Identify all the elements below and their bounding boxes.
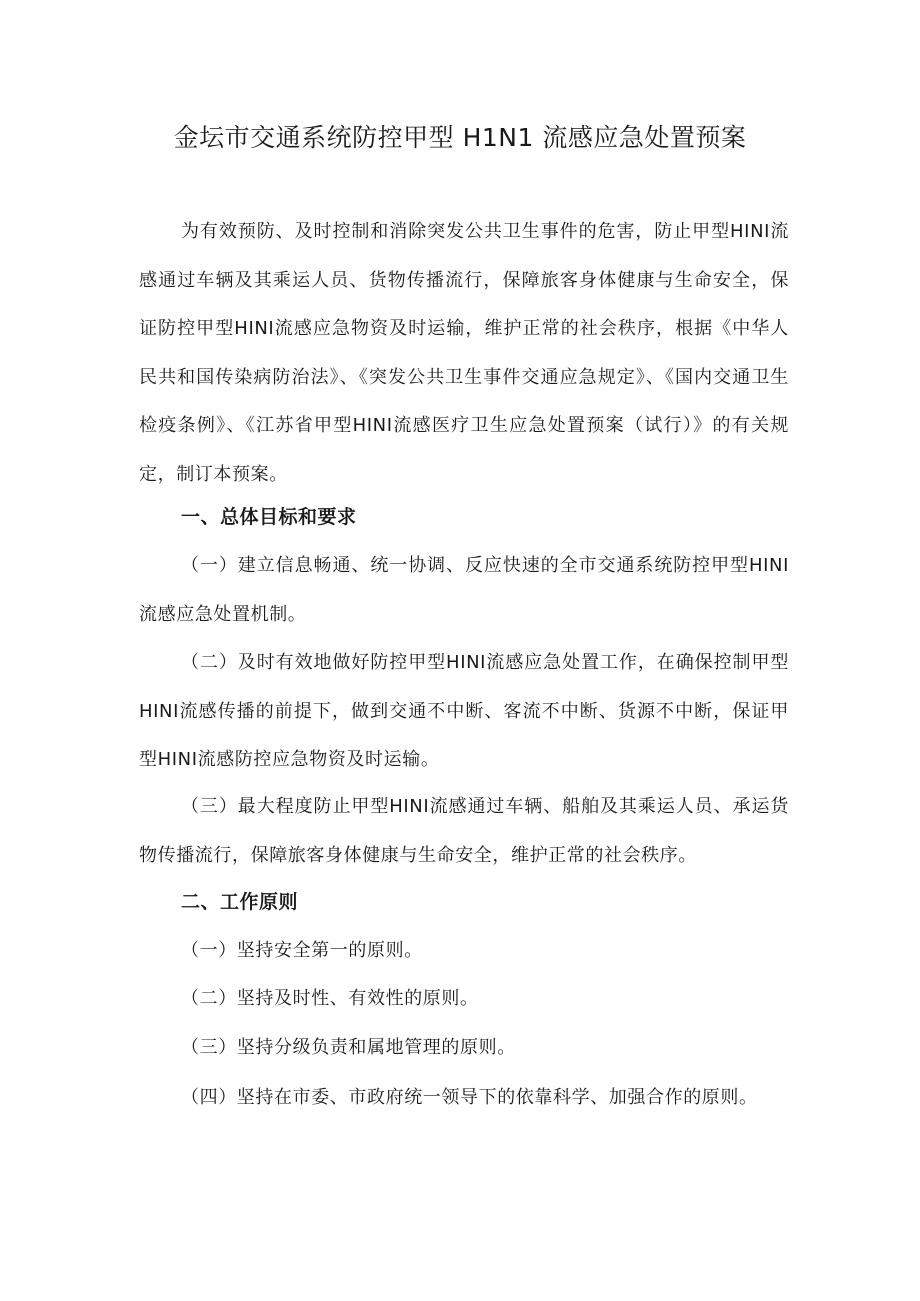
- section2-item-4: （四）坚持在市委、市政府统一领导下的依靠科学、加强合作的原则。: [181, 1087, 758, 1108]
- section2-heading: 二、工作原则: [181, 891, 299, 913]
- document-title: 金坛市交通系统防控甲型 H1N1 流感应急处置预案: [173, 123, 747, 152]
- section1-item-2: （二）及时有效地做好防控甲型HINI流感应急处置工作，在确保控制甲型HINI流感传播的前提下，做到交通不中断、客流不中断、货源不中断，保证甲型HINI流感防控应急物资及时运输。: [139, 652, 789, 770]
- intro-paragraph: 为有效预防、及时控制和消除突发公共卫生事件的危害，防止甲型HINI流感通过车辆及其乘运人员、货物传播流行，保障旅客身体健康与生命安全，保证防控甲型HINI流感应急物资及时运输，维护正常的社会秩序，根据《中华人民共和国传染病防治法》、《突发公共卫生事件交通应急规定》、《国内交通卫生检疫条例》、《江苏省甲型HINI流感医疗卫生应急处置预案（试行）》的有关规定，制订本预案。: [139, 221, 789, 485]
- section2-item-1: （一）坚持安全第一的原则。: [181, 940, 423, 961]
- section1-item-3: （三）最大程度防止甲型HINI流感通过车辆、船舶及其乘运人员、承运货物传播流行，保障旅客身体健康与生命安全，维护正常的社会秩序。: [139, 796, 789, 866]
- section1-heading: 一、总体目标和要求: [181, 506, 357, 528]
- section2-item-3: （三）坚持分级负责和属地管理的原则。: [181, 1037, 516, 1058]
- section2-item-2: （二）坚持及时性、有效性的原则。: [181, 988, 479, 1009]
- section1-item-1: （一）建立信息畅通、统一协调、反应快速的全市交通系统防控甲型HINI流感应急处置机制。: [139, 555, 789, 625]
